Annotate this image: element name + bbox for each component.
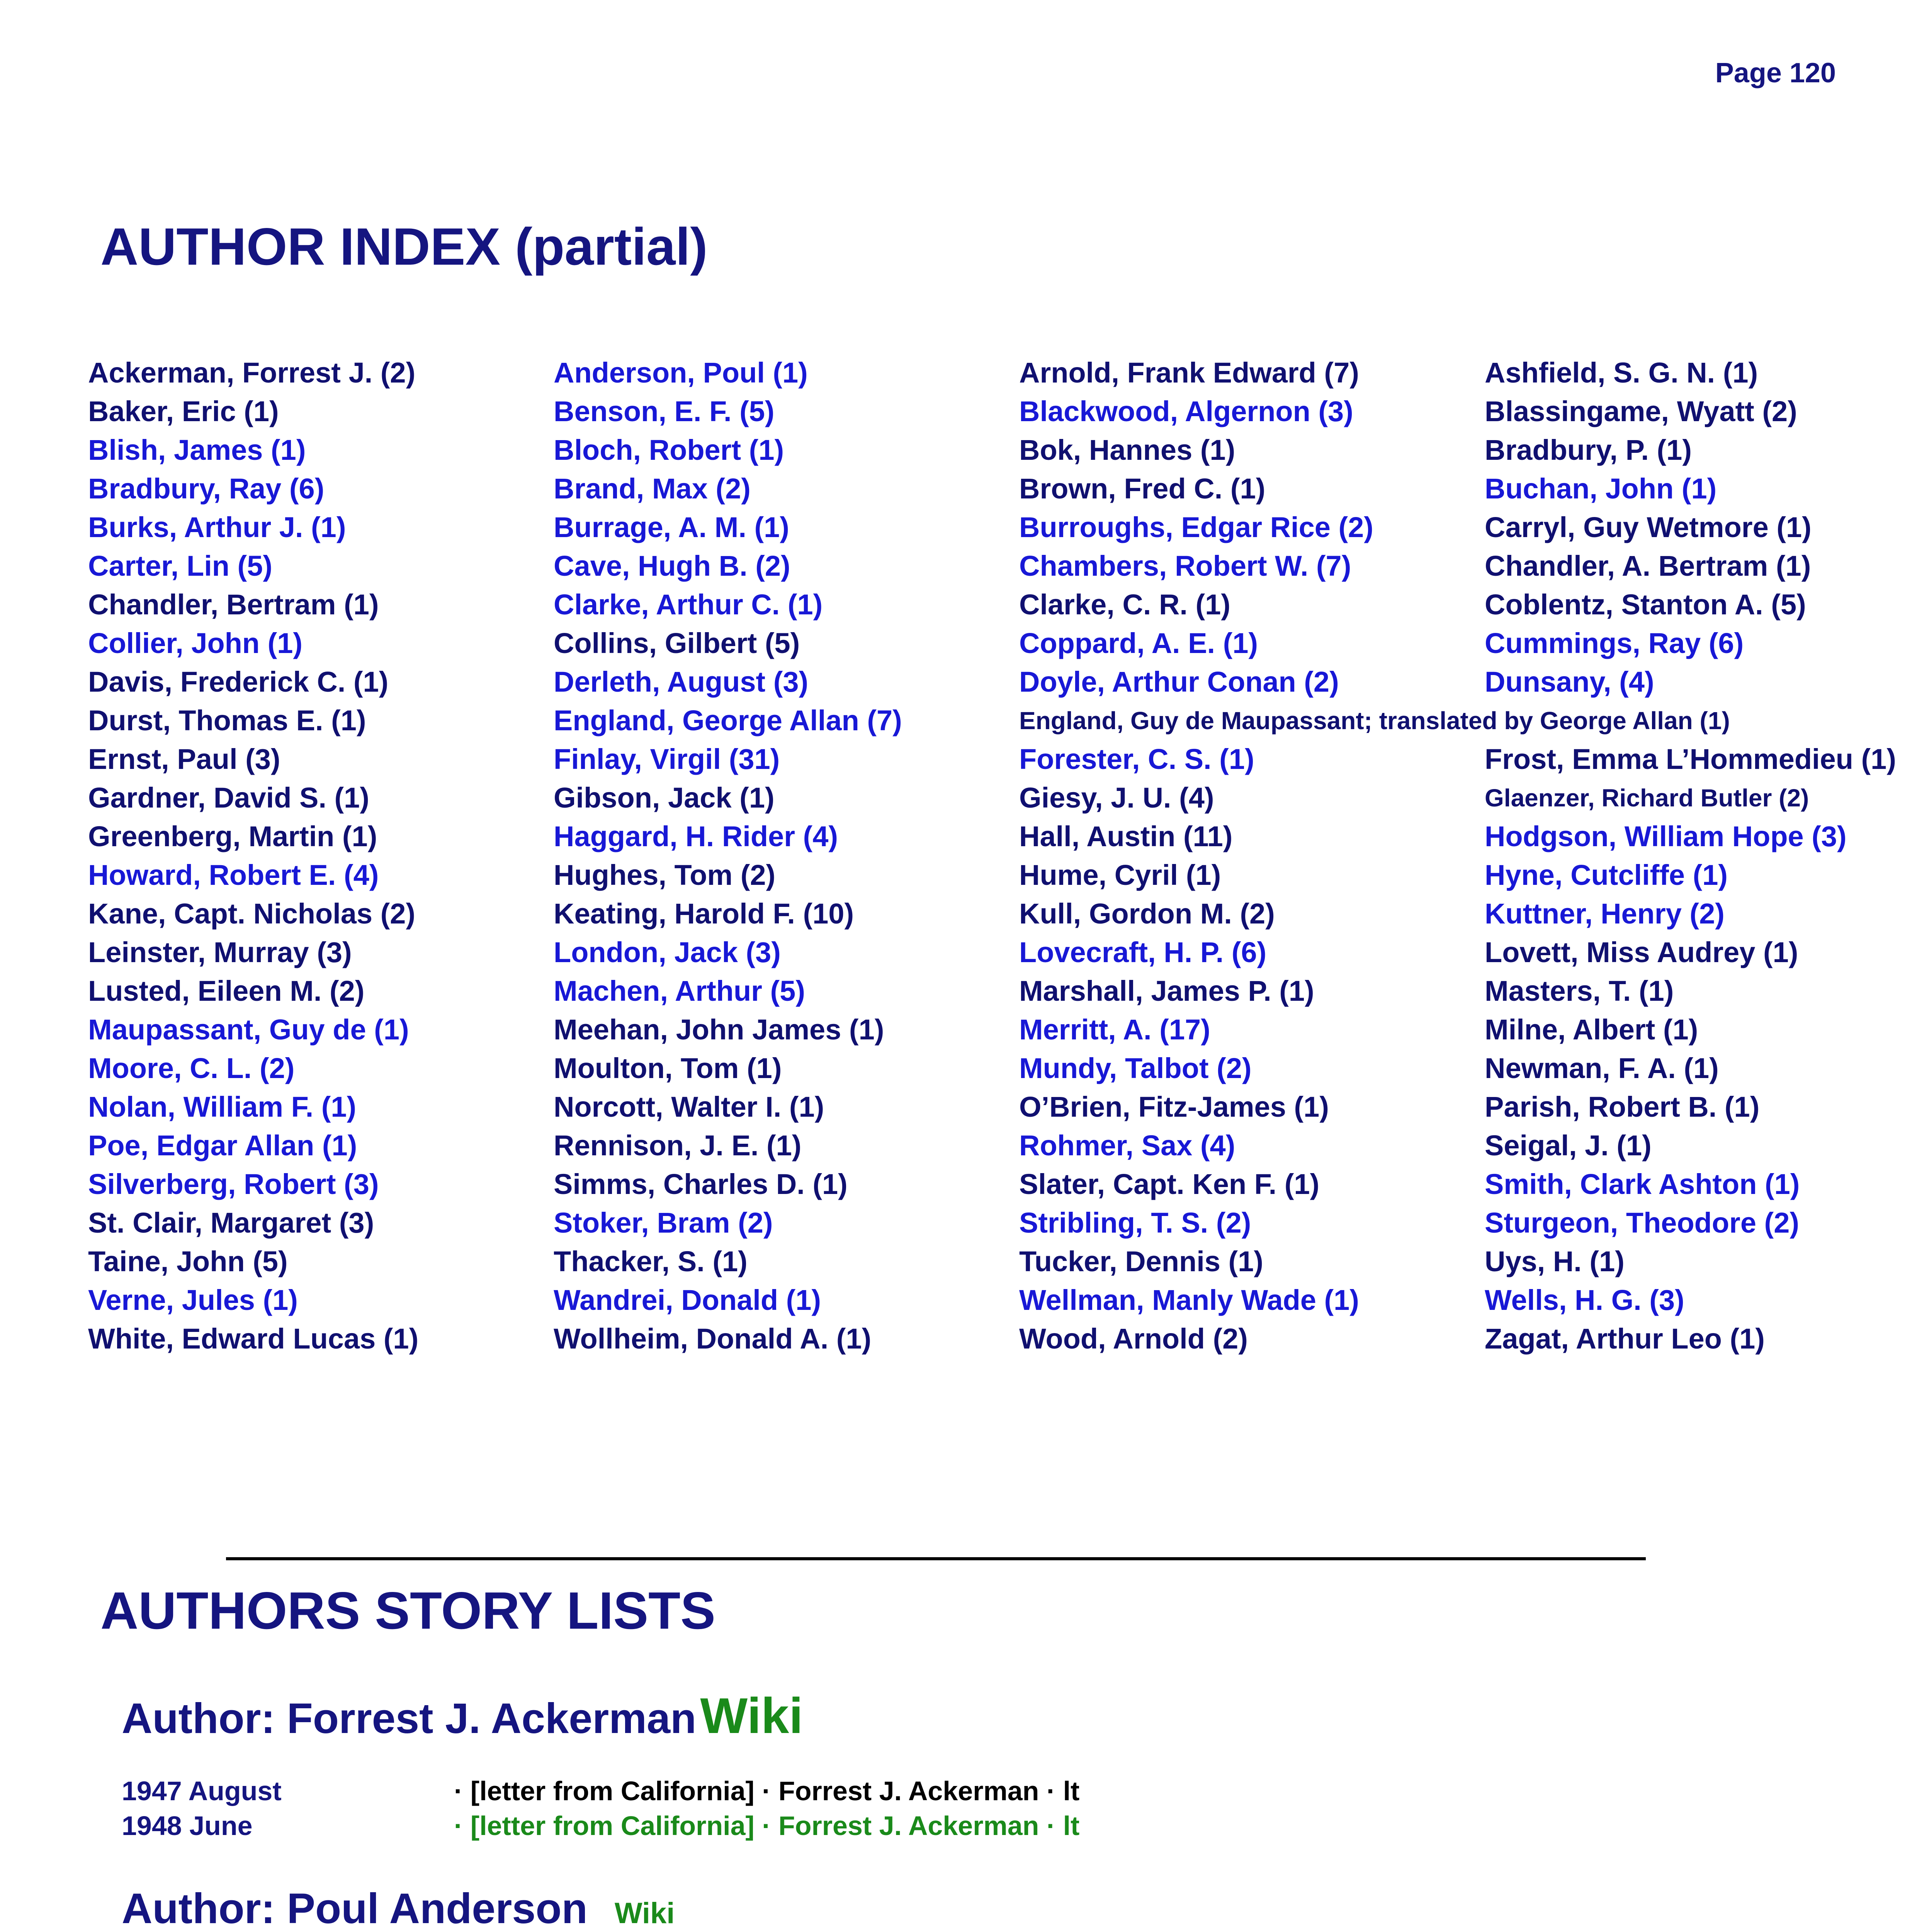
index-author-entry: Wood, Arnold (2) — [1019, 1323, 1248, 1355]
author-section — [122, 1685, 1822, 1843]
index-author-entry: Gibson, Jack (1) — [554, 782, 775, 814]
index-column — [1485, 354, 1917, 1358]
index-author-entry: White, Edward Lucas (1) — [88, 1323, 419, 1355]
index-author-entry: Wollheim, Donald A. (1) — [554, 1323, 872, 1355]
index-author-entry: Brown, Fred C. (1) — [1019, 473, 1266, 505]
index-author-link[interactable]: Blackwood, Algernon (3) — [1019, 395, 1353, 427]
index-author-link[interactable]: England, George Allan (7) — [554, 704, 902, 736]
index-author-link[interactable]: Lovecraft, H. P. (6) — [1019, 936, 1267, 968]
index-author-link[interactable]: Rohmer, Sax (4) — [1019, 1129, 1236, 1162]
index-author-entry: Collins, Gilbert (5) — [554, 627, 800, 659]
index-author-entry: Kane, Capt. Nicholas (2) — [88, 898, 416, 930]
index-author-link[interactable]: Collier, John (1) — [88, 627, 303, 659]
index-author-link[interactable]: Moore, C. L. (2) — [88, 1052, 295, 1084]
index-author-entry: St. Clair, Margaret (3) — [88, 1207, 374, 1239]
index-author-entry: Milne, Albert (1) — [1485, 1014, 1698, 1046]
index-author-entry: Clarke, C. R. (1) — [1019, 588, 1230, 621]
index-author-link[interactable]: Stribling, T. S. (2) — [1019, 1207, 1251, 1239]
index-author-link[interactable]: Chambers, Robert W. (7) — [1019, 550, 1351, 582]
index-author-link[interactable]: Cummings, Ray (6) — [1485, 627, 1744, 659]
story-list — [122, 1774, 1822, 1843]
index-author-link[interactable]: Bloch, Robert (1) — [554, 434, 784, 466]
index-column — [88, 354, 552, 1358]
index-author-entry: Thacker, S. (1) — [554, 1245, 748, 1277]
author-heading — [122, 1685, 1822, 1747]
index-author-entry — [1485, 701, 1917, 740]
index-author-link[interactable]: London, Jack (3) — [554, 936, 781, 968]
issue-date: 1948 June — [122, 1811, 253, 1841]
index-author-link[interactable]: Burroughs, Edgar Rice (2) — [1019, 511, 1373, 543]
index-author-entry: Slater, Capt. Ken F. (1) — [1019, 1168, 1320, 1200]
author-section — [122, 1878, 1822, 1932]
author-name: Author: Forrest J. Ackerman — [122, 1695, 697, 1742]
index-author-entry: Marshall, James P. (1) — [1019, 975, 1314, 1007]
index-author-link[interactable]: Merritt, A. (17) — [1019, 1014, 1210, 1046]
story-row — [122, 1808, 1822, 1843]
index-author-entry: England, Guy de Maupassant; translated by George Allan (1) — [1019, 707, 1730, 735]
issue-date: 1947 August — [122, 1776, 282, 1806]
index-author-entry: Parish, Robert B. (1) — [1485, 1091, 1760, 1123]
index-author-entry: Frost, Emma L’Hommedieu (1) — [1485, 743, 1896, 775]
index-author-entry: Simms, Charles D. (1) — [554, 1168, 848, 1200]
index-author-link[interactable]: Stoker, Bram (2) — [554, 1207, 773, 1239]
index-author-entry: Meehan, John James (1) — [554, 1014, 884, 1046]
index-author-entry: Bradbury, P. (1) — [1485, 434, 1692, 466]
index-author-entry: Blassingame, Wyatt (2) — [1485, 395, 1797, 427]
story-lists-title: AUTHORS STORY LISTS — [100, 1581, 715, 1640]
index-author-link[interactable]: Hyne, Cutcliffe (1) — [1485, 859, 1728, 891]
index-author-entry: Moulton, Tom (1) — [554, 1052, 782, 1084]
author-index-title: AUTHOR INDEX (partial) — [100, 217, 708, 276]
index-author-link[interactable]: Maupassant, Guy de (1) — [88, 1014, 409, 1046]
index-author-entry: Ernst, Paul (3) — [88, 743, 280, 775]
index-author-entry: Baker, Eric (1) — [88, 395, 279, 427]
index-author-entry: Davis, Frederick C. (1) — [88, 666, 389, 698]
index-author-link[interactable]: Blish, James (1) — [88, 434, 306, 466]
index-author-entry: Kull, Gordon M. (2) — [1019, 898, 1275, 930]
story-entry: · [letter from California] · Forrest J. Ackerman · lt — [454, 1776, 1080, 1806]
index-author-entry: Gardner, David S. (1) — [88, 782, 369, 814]
index-author-entry: Glaenzer, Richard Butler (2) — [1485, 784, 1809, 812]
index-author-link[interactable]: Forester, C. S. (1) — [1019, 743, 1254, 775]
index-author-entry: Newman, F. A. (1) — [1485, 1052, 1719, 1084]
index-author-link[interactable]: Finlay, Virgil (31) — [554, 743, 780, 775]
index-author-entry: Arnold, Frank Edward (7) — [1019, 357, 1359, 389]
index-author-link[interactable]: Silverberg, Robert (3) — [88, 1168, 379, 1200]
index-author-entry: Lusted, Eileen M. (2) — [88, 975, 365, 1007]
index-author-entry: Chandler, Bertram (1) — [88, 588, 379, 621]
index-author-entry: Coblentz, Stanton A. (5) — [1485, 588, 1806, 621]
index-author-link[interactable]: Bradbury, Ray (6) — [88, 473, 325, 505]
index-column — [554, 354, 1017, 1358]
index-author-link[interactable]: Nolan, William F. (1) — [88, 1091, 357, 1123]
index-author-link[interactable]: Mundy, Talbot (2) — [1019, 1052, 1252, 1084]
story-row — [122, 1774, 1822, 1808]
index-author-entry: Rennison, J. E. (1) — [554, 1129, 802, 1162]
index-author-link[interactable]: Burrage, A. M. (1) — [554, 511, 789, 543]
index-author-link[interactable]: Cave, Hugh B. (2) — [554, 550, 790, 582]
index-author-link[interactable]: Smith, Clark Ashton (1) — [1485, 1168, 1800, 1200]
index-author-entry: Tucker, Dennis (1) — [1019, 1245, 1263, 1277]
index-author-link[interactable]: Buchan, John (1) — [1485, 473, 1717, 505]
index-author-entry: Masters, T. (1) — [1485, 975, 1674, 1007]
wiki-link[interactable]: Wiki — [614, 1897, 675, 1930]
index-author-link[interactable]: Sturgeon, Theodore (2) — [1485, 1207, 1799, 1239]
wiki-link[interactable]: Wiki — [700, 1687, 803, 1744]
index-author-entry: O’Brien, Fitz-James (1) — [1019, 1091, 1329, 1123]
index-author-entry: Hughes, Tom (2) — [554, 859, 776, 891]
section-divider — [226, 1557, 1646, 1560]
index-author-entry: Zagat, Arthur Leo (1) — [1485, 1323, 1765, 1355]
index-author-link[interactable]: Doyle, Arthur Conan (2) — [1019, 666, 1339, 698]
index-author-link[interactable]: Kuttner, Henry (2) — [1485, 898, 1725, 930]
index-author-entry: Giesy, J. U. (4) — [1019, 782, 1214, 814]
index-author-link[interactable]: Anderson, Poul (1) — [554, 357, 808, 389]
index-author-entry: Chandler, A. Bertram (1) — [1485, 550, 1811, 582]
index-author-entry: Carryl, Guy Wetmore (1) — [1485, 511, 1812, 543]
index-author-entry: Greenberg, Martin (1) — [88, 820, 377, 852]
index-author-entry: Taine, John (5) — [88, 1245, 288, 1277]
index-author-entry: Keating, Harold F. (10) — [554, 898, 854, 930]
index-author-link[interactable]: Wells, H. G. (3) — [1485, 1284, 1684, 1316]
index-author-entry: Ackerman, Forrest J. (2) — [88, 357, 416, 389]
author-heading — [122, 1878, 1822, 1932]
index-author-link[interactable]: Derleth, August (3) — [554, 666, 809, 698]
index-author-entry: Seigal, J. (1) — [1485, 1129, 1652, 1162]
index-author-link[interactable]: Dunsany, (4) — [1485, 666, 1654, 698]
index-author-link[interactable]: Wandrei, Donald (1) — [554, 1284, 821, 1316]
index-author-entry: Hall, Austin (11) — [1019, 820, 1233, 852]
author-name: Author: Poul Anderson — [122, 1885, 588, 1932]
index-author-link[interactable]: Hodgson, William Hope (3) — [1485, 820, 1847, 852]
index-author-link[interactable]: Brand, Max (2) — [554, 473, 751, 505]
index-author-link[interactable]: Burks, Arthur J. (1) — [88, 511, 346, 543]
index-author-link[interactable]: Verne, Jules (1) — [88, 1284, 298, 1316]
index-author-link[interactable]: Wellman, Manly Wade (1) — [1019, 1284, 1359, 1316]
index-author-link[interactable]: Clarke, Arthur C. (1) — [554, 588, 823, 621]
index-author-entry: Durst, Thomas E. (1) — [88, 704, 366, 736]
index-author-link[interactable]: Coppard, A. E. (1) — [1019, 627, 1258, 659]
story-entry[interactable]: · [letter from California] · Forrest J. Ackerman · lt — [454, 1811, 1080, 1841]
index-author-entry: Lovett, Miss Audrey (1) — [1485, 936, 1798, 968]
index-author-entry: Uys, H. (1) — [1485, 1245, 1625, 1277]
index-author-link[interactable]: Poe, Edgar Allan (1) — [88, 1129, 357, 1162]
index-author-entry: Ashfield, S. G. N. (1) — [1485, 357, 1758, 389]
index-author-entry: Leinster, Murray (3) — [88, 936, 352, 968]
index-author-entry: Bok, Hannes (1) — [1019, 434, 1236, 466]
index-author-entry: Hume, Cyril (1) — [1019, 859, 1221, 891]
index-author-link[interactable]: Carter, Lin (5) — [88, 550, 272, 582]
page-number: Page 120 — [1715, 58, 1836, 88]
index-author-link[interactable]: Machen, Arthur (5) — [554, 975, 805, 1007]
index-author-link[interactable]: Howard, Robert E. (4) — [88, 859, 379, 891]
index-author-entry: Norcott, Walter I. (1) — [554, 1091, 824, 1123]
index-author-link[interactable]: Benson, E. F. (5) — [554, 395, 775, 427]
index-author-link[interactable]: Haggard, H. Rider (4) — [554, 820, 838, 852]
